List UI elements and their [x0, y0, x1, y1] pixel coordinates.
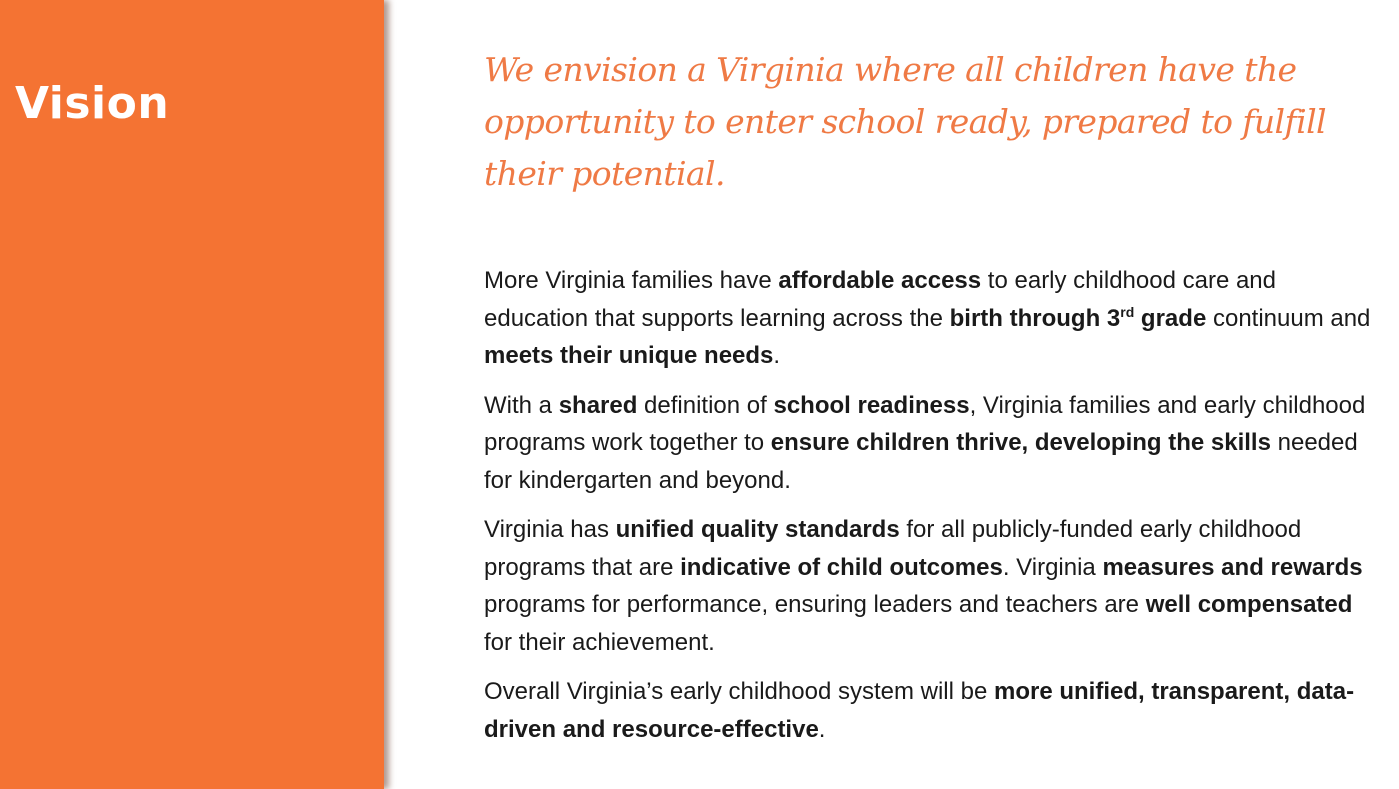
text-run: .	[818, 715, 826, 743]
bold-text: meets their unique needs	[484, 342, 774, 369]
paragraph-school-readiness	[484, 387, 1374, 500]
page-title: Vision	[15, 78, 170, 129]
text-run: programs for performance, ensuring leaders and teachers are	[484, 591, 1146, 618]
bold-text: school readiness	[773, 391, 970, 419]
bold-text-run: grade	[1134, 304, 1207, 332]
paragraph-affordable-access	[484, 262, 1374, 375]
superscript: rd	[1120, 303, 1135, 320]
vision-statement: We envision a Virginia where all children have the opportunity to enter school ready, prepared to fulfill their potential.	[484, 50, 1326, 193]
paragraph-overall-system	[484, 673, 1374, 748]
vision-paragraphs	[484, 262, 1374, 748]
text-run: With a	[484, 391, 559, 419]
bold-text: measures and rewards	[1102, 553, 1363, 581]
bold-text: more unified, transparent, data-driven and resource-effective	[484, 678, 1355, 743]
text-run: Overall Virginia’s early childhood system will be	[484, 678, 994, 705]
bold-text-run: birth through 3	[949, 304, 1121, 332]
bold-text: affordable access	[778, 267, 982, 294]
text-run: Virginia has	[484, 516, 616, 543]
main-content	[484, 44, 1374, 760]
text-run: .	[773, 342, 781, 369]
paragraph-quality-standards	[484, 511, 1374, 661]
text-run: needed for kindergarten and beyond.	[484, 429, 1358, 494]
bold-text: unified quality standards	[615, 516, 900, 543]
text-run: continuum and	[1206, 304, 1371, 332]
bold-text	[950, 305, 1207, 332]
bold-text: shared	[558, 391, 638, 419]
text-run: definition of	[637, 391, 774, 419]
text-run: . Virginia	[1002, 553, 1103, 581]
text-run: for their achievement.	[484, 628, 715, 656]
text-run: to early childhood care and education that supports learning across the	[484, 267, 1276, 332]
bold-text: well compensated	[1145, 591, 1353, 618]
text-run: for all publicly-funded early childhood programs that are	[484, 516, 1302, 581]
bold-text: indicative of child outcomes	[680, 553, 1003, 581]
text-run: , Virginia families and early childhood programs work together to	[484, 391, 1366, 456]
bold-text: ensure children thrive, developing the skills	[770, 429, 1271, 456]
text-run: More Virginia families have	[484, 267, 779, 294]
sidebar-panel	[0, 0, 384, 789]
